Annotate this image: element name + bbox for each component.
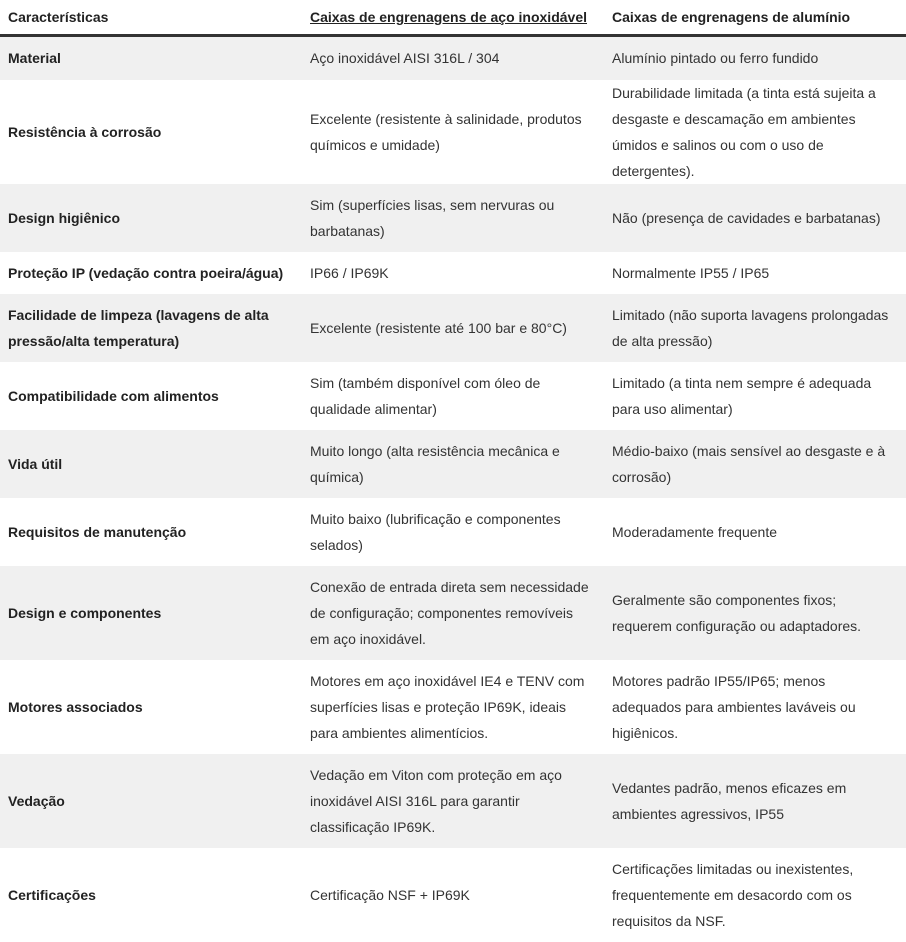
stainless-cell: Conexão de entrada direta sem necessidade de configuração; componentes removíveis em aço inoxidável.: [302, 566, 604, 660]
row-label: Design higiênico: [0, 184, 302, 252]
row-label: Motores associados: [0, 660, 302, 754]
stainless-cell: Excelente (resistente à salinidade, produtos químicos e umidade): [302, 80, 604, 184]
table-header-row: [0, 0, 906, 36]
row-label: Vedação: [0, 754, 302, 848]
header-characteristics: Características: [0, 0, 302, 36]
aluminum-cell: Alumínio pintado ou ferro fundido: [604, 36, 906, 80]
table-row: [0, 252, 906, 294]
stainless-cell: Aço inoxidável AISI 316L / 304: [302, 36, 604, 80]
stainless-cell: Muito baixo (lubrificação e componentes selados): [302, 498, 604, 566]
aluminum-cell: Limitado (não suporta lavagens prolongadas de alta pressão): [604, 294, 906, 362]
row-label: Facilidade de limpeza (lavagens de alta pressão/alta temperatura): [0, 294, 302, 362]
stainless-cell: Certificação NSF + IP69K: [302, 848, 604, 942]
aluminum-cell: Normalmente IP55 / IP65: [604, 252, 906, 294]
stainless-cell: Motores em aço inoxidável IE4 e TENV com superfícies lisas e proteção IP69K, ideais para ambientes alimentícios.: [302, 660, 604, 754]
row-label: Requisitos de manutenção: [0, 498, 302, 566]
table-row: [0, 36, 906, 80]
aluminum-cell: Durabilidade limitada (a tinta está sujeita a desgaste e descamação em ambientes úmidos e salinos ou com o uso de detergentes).: [604, 80, 906, 184]
aluminum-cell: Certificações limitadas ou inexistentes, frequentemente em desacordo com os requisitos da NSF.: [604, 848, 906, 942]
row-label: Compatibilidade com alimentos: [0, 362, 302, 430]
table-row: [0, 362, 906, 430]
aluminum-cell: Motores padrão IP55/IP65; menos adequados para ambientes laváveis ou higiênicos.: [604, 660, 906, 754]
stainless-cell: Vedação em Viton com proteção em aço inoxidável AISI 316L para garantir classificação IP69K.: [302, 754, 604, 848]
table-row: [0, 754, 906, 848]
table-row: [0, 848, 906, 942]
aluminum-cell: Geralmente são componentes fixos; requerem configuração ou adaptadores.: [604, 566, 906, 660]
row-label: Material: [0, 36, 302, 80]
table-row: [0, 498, 906, 566]
row-label: Certificações: [0, 848, 302, 942]
aluminum-cell: Não (presença de cavidades e barbatanas): [604, 184, 906, 252]
row-label: Resistência à corrosão: [0, 80, 302, 184]
stainless-cell: Sim (superfícies lisas, sem nervuras ou barbatanas): [302, 184, 604, 252]
stainless-cell: Sim (também disponível com óleo de qualidade alimentar): [302, 362, 604, 430]
table-row: [0, 294, 906, 362]
stainless-cell: Muito longo (alta resistência mecânica e química): [302, 430, 604, 498]
table-row: [0, 184, 906, 252]
table-row: [0, 566, 906, 660]
row-label: Vida útil: [0, 430, 302, 498]
aluminum-cell: Médio-baixo (mais sensível ao desgaste e à corrosão): [604, 430, 906, 498]
row-label: Proteção IP (vedação contra poeira/água): [0, 252, 302, 294]
stainless-cell: Excelente (resistente até 100 bar e 80°C): [302, 294, 604, 362]
row-label: Design e componentes: [0, 566, 302, 660]
aluminum-cell: Limitado (a tinta nem sempre é adequada para uso alimentar): [604, 362, 906, 430]
aluminum-cell: Moderadamente frequente: [604, 498, 906, 566]
header-stainless-steel-link[interactable]: Caixas de engrenagens de aço inoxidável: [302, 0, 604, 36]
aluminum-cell: Vedantes padrão, menos eficazes em ambientes agressivos, IP55: [604, 754, 906, 848]
table-row: [0, 80, 906, 184]
table-row: [0, 430, 906, 498]
table-row: [0, 660, 906, 754]
stainless-cell: IP66 / IP69K: [302, 252, 604, 294]
header-aluminum: Caixas de engrenagens de alumínio: [604, 0, 906, 36]
